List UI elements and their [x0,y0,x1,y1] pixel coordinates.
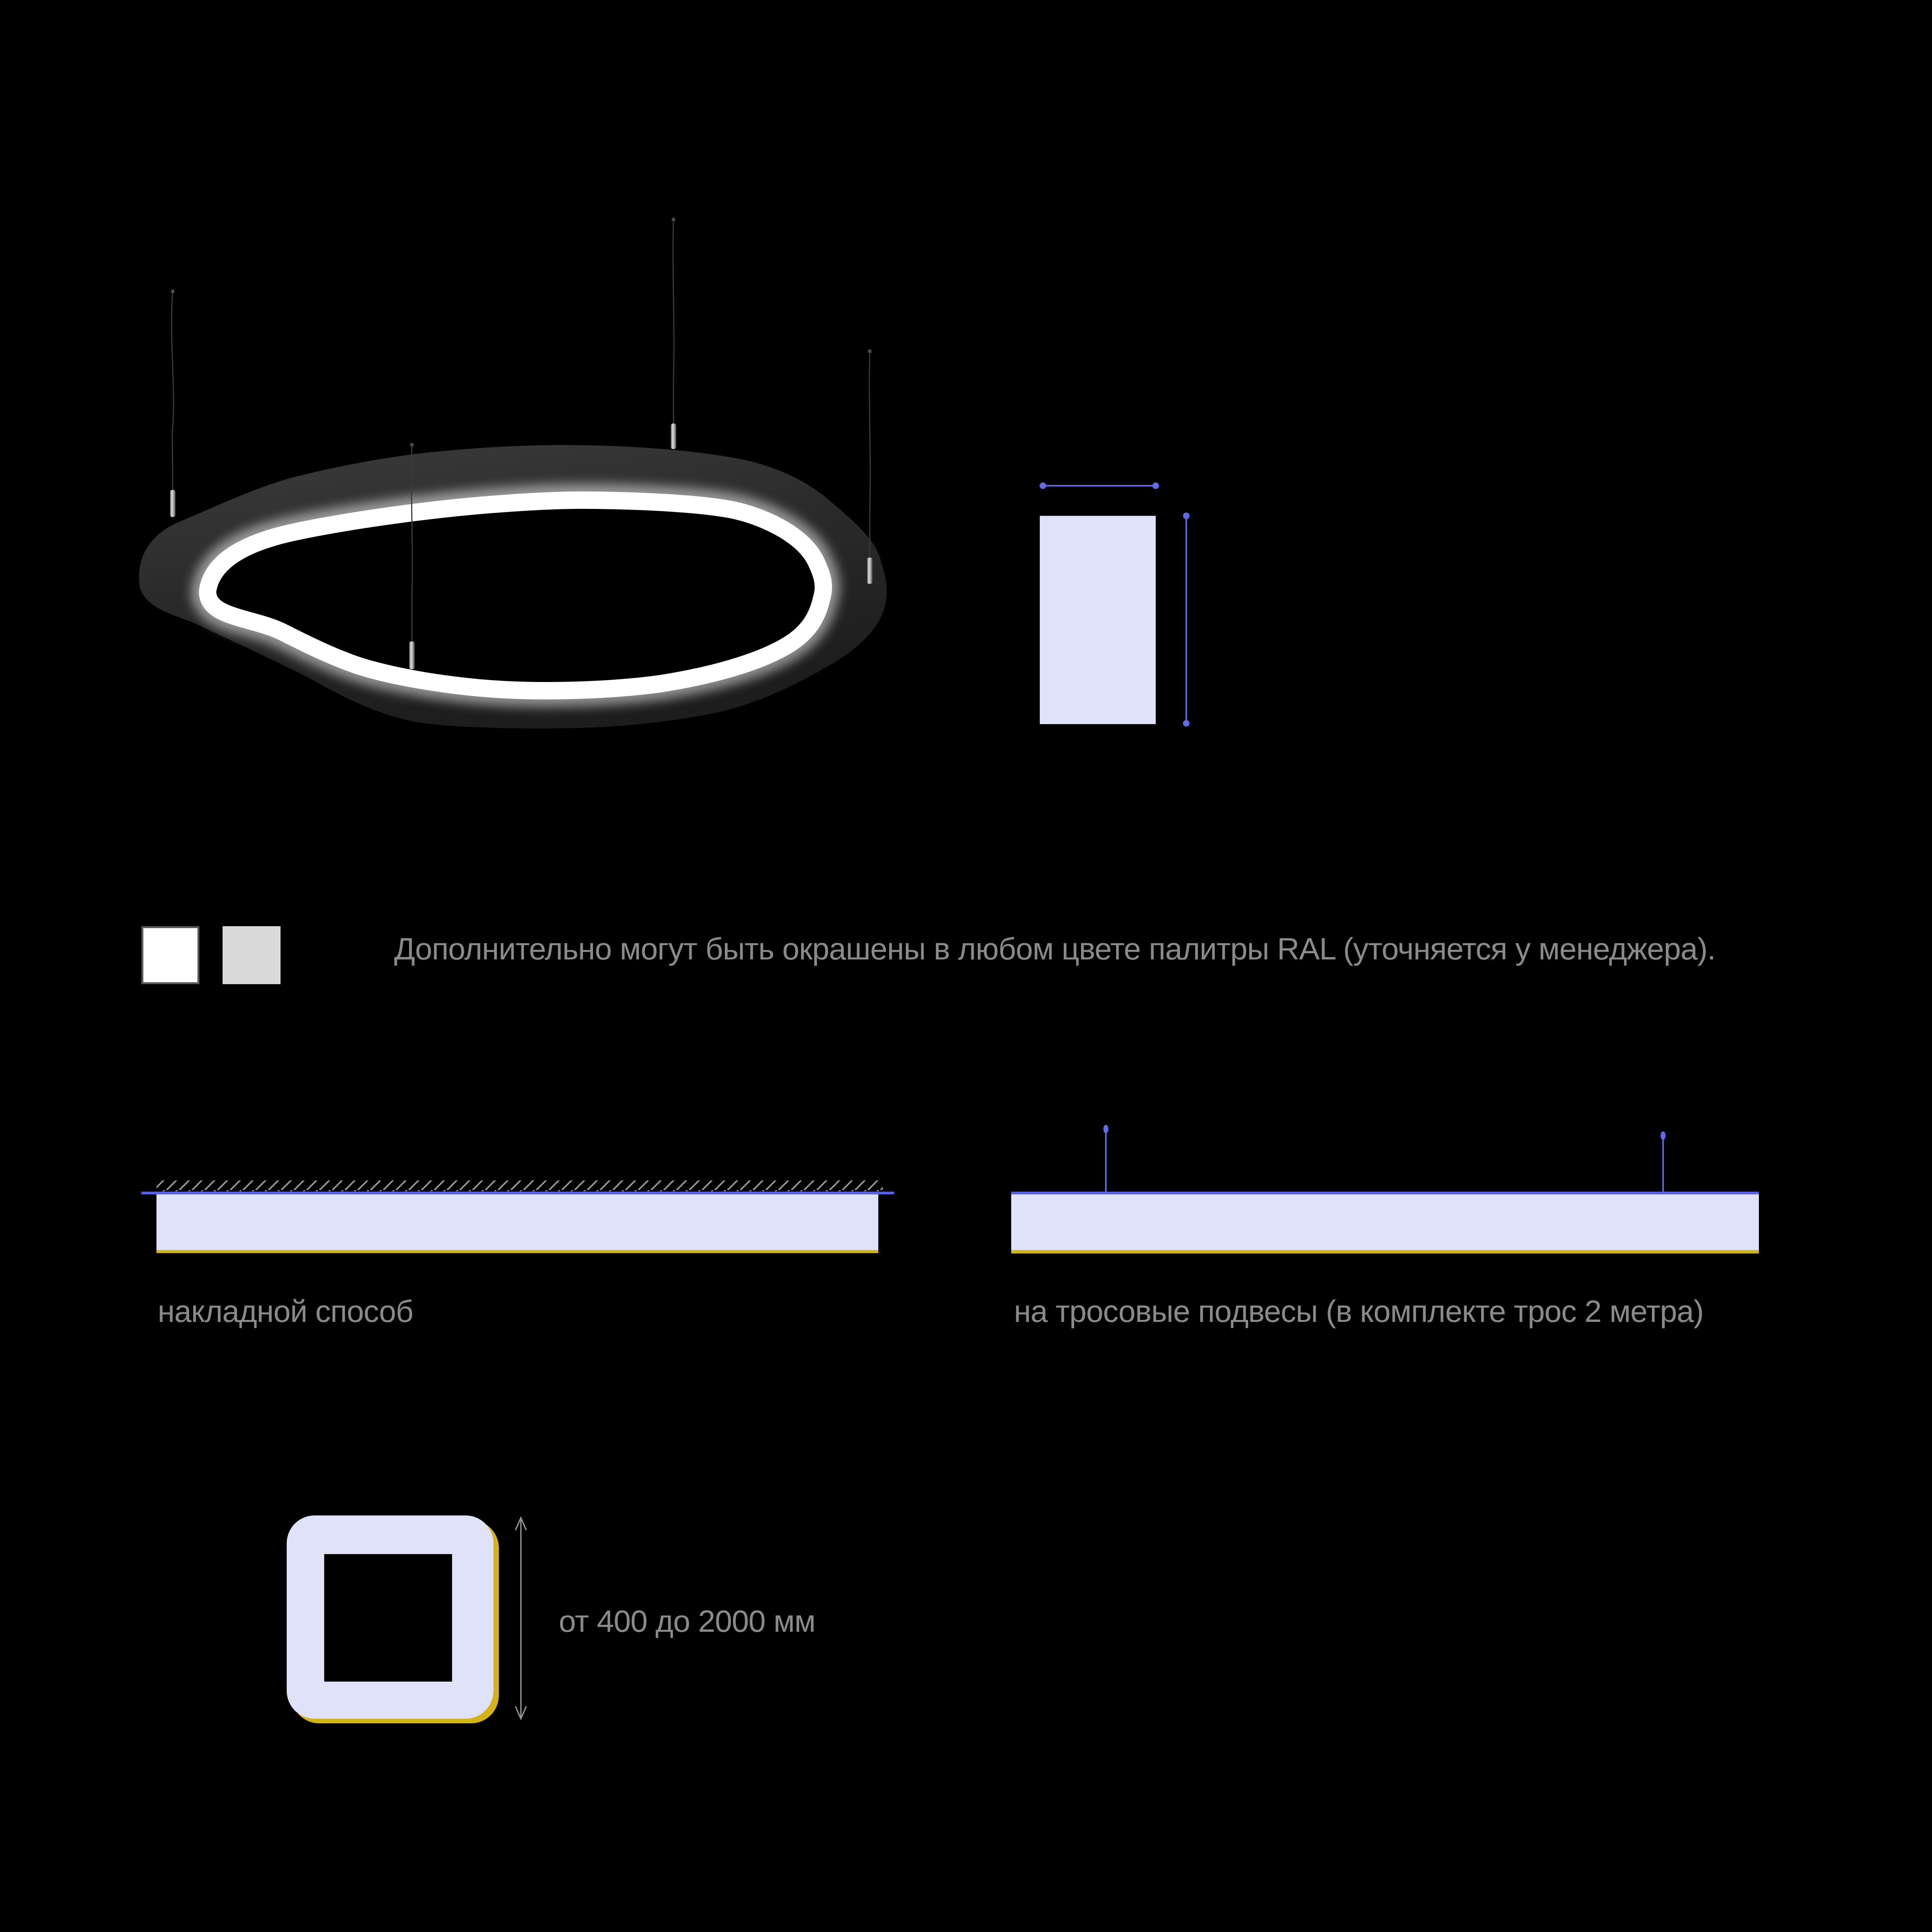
size-square-hole [324,1554,452,1682]
cable-gripper-cylinder [409,641,415,669]
fixture-profile [1011,1194,1759,1250]
surface-mount-label: накладной способ [158,1294,413,1328]
fixture-top-line [1011,1192,1759,1194]
suspension-cable-back-left [172,291,173,490]
wire-anchor-dot [1104,1125,1109,1133]
dimension-dot [1183,720,1190,727]
cable-top-dot [672,218,675,221]
cable-top-dot [868,349,872,353]
ceiling-hatch [156,1180,883,1191]
cable-gripper-cylinder [170,490,175,517]
suspension-wires [1106,1131,1663,1192]
cable-mount-label: на тросовые подвесы (в комплекте трос 2 метра) [1014,1294,1704,1328]
cable-mount-diagram [1001,1117,1774,1260]
fixture-ring [139,445,887,729]
led-strip [156,1250,878,1253]
surface-mount-diagram [135,1171,927,1260]
cable-top-ends [171,218,872,447]
suspension-cable-back-right [673,219,674,423]
wire-anchor-dot [1661,1131,1666,1140]
led-strip [1011,1250,1759,1253]
cable-gripper-cylinder [867,558,872,584]
dimension-dot [1040,483,1046,489]
ceiling-line [141,1192,894,1194]
cable-gripper-cylinder [671,423,676,449]
color-swatch-gray [223,926,281,984]
cable-top-dot [171,289,175,293]
size-arrow [515,1518,526,1719]
ral-note-text: Дополнительно могут быть окрашены в любом цвете палитры RAL (уточняется у менеджера). [394,932,1716,966]
color-swatch-white [141,926,199,984]
dimension-dot [1153,483,1159,489]
profile-rect [1040,516,1156,724]
dimension-dot [1183,513,1190,519]
cable-top-dot [410,443,414,447]
pendant-light-render [116,174,947,773]
suspension-cable-right [869,351,870,558]
profile-cross-section-diagram [1005,456,1236,765]
size-range-label: от 400 до 2000 мм [559,1604,815,1638]
fixture-profile [156,1194,878,1250]
